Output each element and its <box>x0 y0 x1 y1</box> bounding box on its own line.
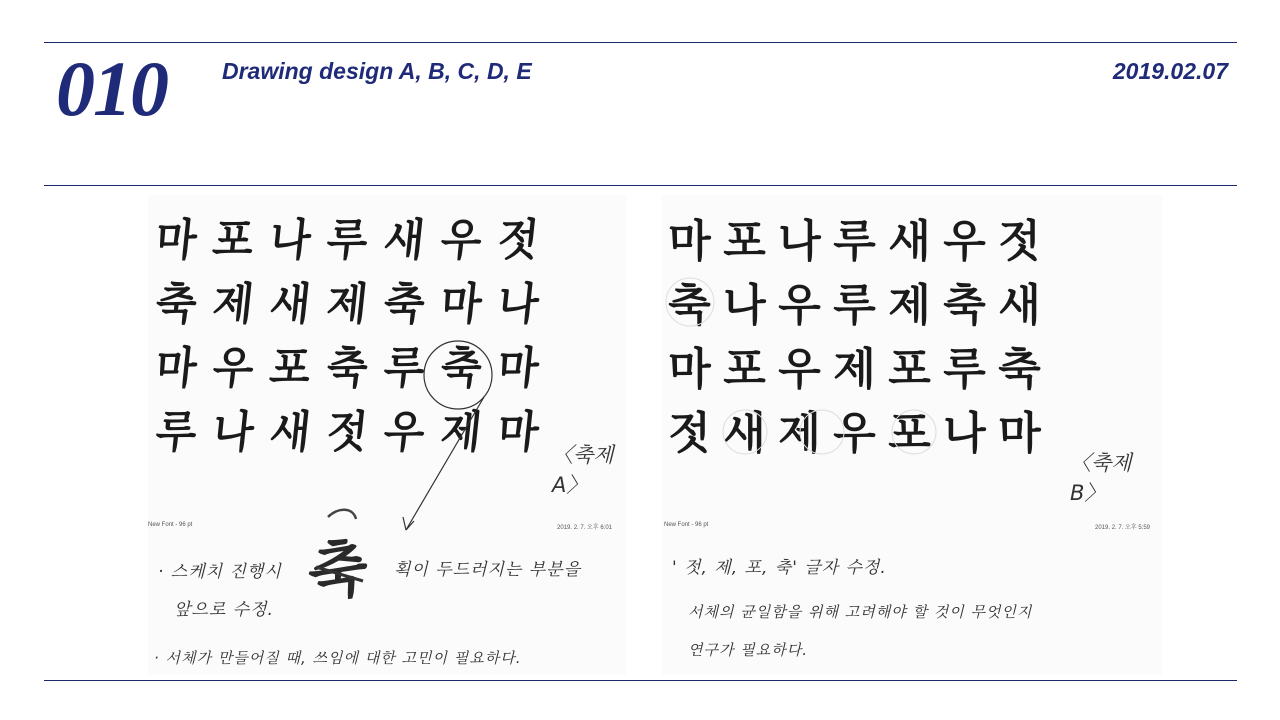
slide-date: 2019.02.07 <box>1112 58 1228 84</box>
glyph: 새 <box>723 408 766 459</box>
glyph: 마 <box>438 277 485 330</box>
glyph: 새 <box>267 405 314 458</box>
note-line: 서체의 균일함을 위해 고려해야 할 것이 무엇인지 <box>688 603 1033 621</box>
sheet-a-timestamp: 2019. 2. 7. 오후 6:01 <box>557 525 612 531</box>
glyph: 제 <box>210 277 257 330</box>
note-line: · 서체가 만들어질 때, 쓰임에 대한 고민이 필요하다. <box>154 649 522 667</box>
glyph: 나 <box>943 408 986 459</box>
sheet-b-timestamp: 2019. 2. 7. 오후 5:59 <box>1095 525 1150 531</box>
glyph: 젓 <box>998 216 1041 267</box>
glyph-circled: 축 <box>438 341 485 394</box>
glyph: 새 <box>381 213 428 266</box>
glyph: 축 <box>381 277 428 330</box>
glyph: 나 <box>210 405 257 458</box>
glyph: 우 <box>438 213 485 266</box>
glyph: 포 <box>210 213 257 266</box>
glyph: 루 <box>381 341 428 394</box>
glyph: 축 <box>943 280 986 331</box>
glyph: 루 <box>324 213 371 266</box>
sheet-a-label: 〈축제 A〉 <box>552 443 614 497</box>
note-line: 앞으로 수정. <box>174 600 274 620</box>
glyph: 마 <box>153 213 200 266</box>
glyph: 축 <box>668 280 711 331</box>
glyph: 마 <box>668 216 711 267</box>
glyph: 새 <box>888 216 931 267</box>
bottom-rule <box>44 680 1237 681</box>
glyph: 새 <box>267 277 314 330</box>
slide-title: Drawing design A, B, C, D, E <box>222 58 532 84</box>
glyph: 제 <box>324 277 371 330</box>
sheet-b-scan <box>662 195 1162 675</box>
glyph: 포 <box>267 341 314 394</box>
glyph: 우 <box>778 344 821 395</box>
glyph: 마 <box>495 405 542 458</box>
glyph: 축 <box>153 277 200 330</box>
glyph: 제 <box>438 405 485 458</box>
glyph: 마 <box>668 344 711 395</box>
glyph: 마 <box>153 341 200 394</box>
glyph: 포 <box>723 344 766 395</box>
note-line: · 스케치 진행시 <box>158 562 282 582</box>
middle-rule <box>44 185 1237 186</box>
glyph: 제 <box>888 280 931 331</box>
glyph: 나 <box>723 280 766 331</box>
glyph: 우 <box>778 280 821 331</box>
glyph: 마 <box>495 341 542 394</box>
glyph: 루 <box>833 216 876 267</box>
glyph: 포 <box>888 344 931 395</box>
sketch-glyph: 축 <box>306 529 369 612</box>
glyph: 축 <box>324 341 371 394</box>
glyph: 마 <box>998 408 1041 459</box>
glyph: 나 <box>495 277 542 330</box>
note-line: 연구가 필요하다. <box>688 641 808 659</box>
glyph: 축 <box>998 344 1041 395</box>
glyph: 루 <box>153 405 200 458</box>
glyph: 포 <box>888 408 931 459</box>
glyph: 새 <box>998 280 1041 331</box>
note-line: 획이 두드러지는 부분을 <box>394 560 582 580</box>
note-line: ' 젓, 제, 포, 축' 글자 수정. <box>672 558 887 578</box>
glyph: 우 <box>381 405 428 458</box>
glyph: 젓 <box>668 408 711 459</box>
glyph: 우 <box>943 216 986 267</box>
glyph: 우 <box>210 341 257 394</box>
slide-number: 010 <box>56 45 167 132</box>
glyph: 제 <box>778 408 821 459</box>
glyph: 루 <box>943 344 986 395</box>
glyph: 제 <box>833 344 876 395</box>
glyph: 우 <box>833 408 876 459</box>
top-rule <box>44 42 1237 43</box>
sheet-a-font-meta: New Font - 96 pt <box>148 522 193 528</box>
glyph: 나 <box>267 213 314 266</box>
glyph: 포 <box>723 216 766 267</box>
glyph: 나 <box>778 216 821 267</box>
sheet-a-scan <box>148 195 626 675</box>
glyph: 젓 <box>495 213 542 266</box>
glyph: 루 <box>833 280 876 331</box>
sheet-b-font-meta: New Font - 96 pt <box>664 522 709 528</box>
sheet-b-label: 〈축제 B〉 <box>1070 451 1132 505</box>
glyph: 젓 <box>324 405 371 458</box>
